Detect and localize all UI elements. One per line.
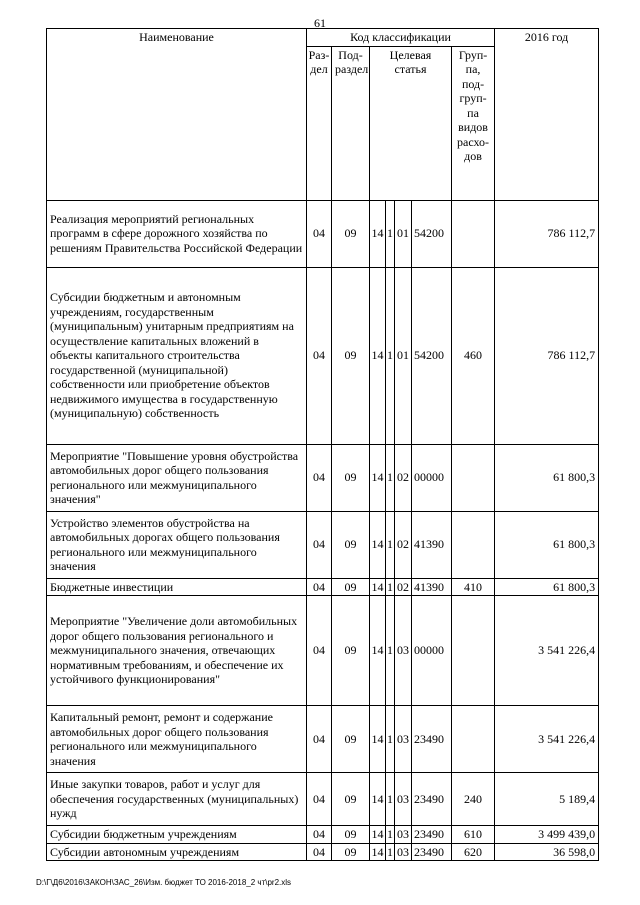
- row-expense-group: 620: [452, 843, 495, 861]
- row-name: Бюджетные инвестиции: [47, 578, 307, 596]
- row-expense-group: 610: [452, 826, 495, 844]
- row-target-event: 01: [395, 200, 412, 267]
- row-target-event: 03: [395, 706, 412, 773]
- row-section: 04: [307, 444, 332, 511]
- row-name: Субсидии автономным учреждениям: [47, 843, 307, 861]
- page-number: 61: [314, 16, 326, 30]
- row-amount: 3 541 226,4: [495, 706, 599, 773]
- table-row: [47, 511, 599, 578]
- row-expense-group: [452, 511, 495, 578]
- row-target-direction: 54200: [412, 200, 452, 267]
- row-section: 04: [307, 596, 332, 706]
- row-target-program: 14: [370, 267, 386, 444]
- row-subsection: 09: [332, 267, 370, 444]
- row-target-event: 02: [395, 578, 412, 596]
- row-target-program: 14: [370, 444, 386, 511]
- row-amount: 5 189,4: [495, 773, 599, 826]
- row-expense-group: 460: [452, 267, 495, 444]
- row-expense-group: [452, 444, 495, 511]
- row-name: Капитальный ремонт, ремонт и содержание автомобильных дорог общего пользования регионального или межмуниципального значения: [47, 706, 307, 773]
- header-name: Наименование: [47, 29, 307, 201]
- row-subsection: 09: [332, 511, 370, 578]
- row-section: 04: [307, 843, 332, 861]
- row-target-subprogram: 1: [386, 200, 395, 267]
- row-target-event: 03: [395, 826, 412, 844]
- row-subsection: 09: [332, 773, 370, 826]
- table-row: [47, 578, 599, 596]
- row-amount: 61 800,3: [495, 578, 599, 596]
- row-section: 04: [307, 773, 332, 826]
- table-row: [47, 843, 599, 861]
- row-section: 04: [307, 511, 332, 578]
- row-expense-group: [452, 200, 495, 267]
- row-target-direction: 00000: [412, 596, 452, 706]
- table-row: [47, 596, 599, 706]
- row-name: Реализация мероприятий региональных программ в сфере дорожного хозяйства по решениям Правительства Российской Федерации: [47, 200, 307, 267]
- header-expense-group: Груп- па, под- груп- па видов расхо- дов: [452, 46, 495, 200]
- row-target-program: 14: [371, 579, 384, 594]
- row-amount: 36 598,0: [495, 843, 599, 861]
- row-target-subprogram: 1: [387, 579, 393, 594]
- row-name: Устройство элементов обустройства на автомобильных дорогах общего пользования регионального или межмуниципального значения: [47, 511, 307, 578]
- row-target-program: 14: [370, 773, 386, 826]
- row-target-subprogram: 1: [386, 596, 395, 706]
- row-target-direction: 23490: [412, 706, 452, 773]
- row-target-direction: 41390: [412, 511, 452, 578]
- row-target-direction: 41390: [412, 578, 452, 596]
- row-expense-group: [452, 596, 495, 706]
- row-amount: 786 112,7: [495, 200, 599, 267]
- row-section: 04: [307, 706, 332, 773]
- row-target-program: 14: [371, 844, 384, 859]
- row-target-event: 02: [395, 511, 412, 578]
- row-section: 04: [307, 267, 332, 444]
- row-target-subprogram: 1: [387, 844, 393, 859]
- header-code-group: Код классификации: [307, 29, 495, 47]
- table-row: [47, 773, 599, 826]
- row-subsection: 09: [332, 444, 370, 511]
- row-target-event: 03: [395, 843, 412, 861]
- row-name: Субсидии бюджетным учреждениям: [47, 826, 307, 844]
- row-amount: 3 541 226,4: [495, 596, 599, 706]
- row-target-direction: 23490: [412, 826, 452, 844]
- row-subsection: 09: [332, 843, 370, 861]
- row-target-subprogram: 1: [386, 267, 395, 444]
- row-name: Мероприятие "Увеличение доли автомобильных дорог общего пользования регионального и межмуниципального значения, отвечающих нормативным требованиям, и обеспечение их устойчивого функционирования": [47, 596, 307, 706]
- row-amount: 61 800,3: [495, 511, 599, 578]
- row-target-event: 03: [395, 773, 412, 826]
- row-target-event: 03: [395, 596, 412, 706]
- table-row: [47, 200, 599, 267]
- row-amount: 61 800,3: [495, 444, 599, 511]
- row-name: Мероприятие "Повышение уровня обустройства автомобильных дорог общего пользования регионального или межмуниципального значения": [47, 444, 307, 511]
- row-target-program: 14: [370, 706, 386, 773]
- table-row: [47, 267, 599, 444]
- row-section: 04: [307, 826, 332, 844]
- row-target-subprogram: 1: [387, 827, 393, 841]
- row-name: Субсидии бюджетным и автономным учреждениям, государственным (муниципальным) унитарным предприятиям на осуществление капитальных вложений в объекты капитального строительства государственной (муниципальной) собственности или приобретение объектов недвижимого имущества в государственную (муниципальную) собственность: [47, 267, 307, 444]
- table-row: [47, 826, 599, 844]
- row-expense-group: 410: [452, 578, 495, 596]
- table-row: [47, 706, 599, 773]
- budget-table: [46, 28, 599, 861]
- row-target-program: 14: [371, 827, 384, 841]
- row-target-program: 14: [370, 596, 386, 706]
- header-section: Раз- дел: [307, 46, 332, 200]
- table-row: [47, 444, 599, 511]
- row-target-subprogram: 1: [386, 773, 395, 826]
- row-expense-group: 240: [452, 773, 495, 826]
- header-year: 2016 год: [495, 29, 599, 201]
- header-target: Целевая статья: [370, 46, 452, 200]
- row-target-direction: 23490: [412, 843, 452, 861]
- table-body: [47, 200, 599, 861]
- row-target-subprogram: 1: [386, 444, 395, 511]
- row-target-direction: 23490: [412, 773, 452, 826]
- row-subsection: 09: [332, 706, 370, 773]
- row-target-subprogram: 1: [386, 511, 395, 578]
- row-target-event: 02: [395, 444, 412, 511]
- row-section: 04: [307, 200, 332, 267]
- row-section: 04: [307, 578, 332, 596]
- row-target-subprogram: 1: [386, 706, 395, 773]
- row-subsection: 09: [332, 596, 370, 706]
- row-amount: 786 112,7: [495, 267, 599, 444]
- row-subsection: 09: [332, 578, 370, 596]
- row-target-event: 01: [395, 267, 412, 444]
- row-expense-group: [452, 706, 495, 773]
- row-target-program: 14: [370, 200, 386, 267]
- row-name: Иные закупки товаров, работ и услуг для обеспечения государственных (муниципальных) нужд: [47, 773, 307, 826]
- row-amount: 3 499 439,0: [495, 826, 599, 844]
- row-subsection: 09: [332, 200, 370, 267]
- header-subsection: Под- раздел: [332, 46, 370, 200]
- footer-file-path: D:\Г\Д6\2016\ЗАКОН\ЗАС_26\Изм. бюджет ТО 2016-2018_2 чт\pr2.xls: [36, 878, 292, 887]
- row-target-program: 14: [370, 511, 386, 578]
- row-target-direction: 00000: [412, 444, 452, 511]
- row-subsection: 09: [332, 826, 370, 844]
- row-target-direction: 54200: [412, 267, 452, 444]
